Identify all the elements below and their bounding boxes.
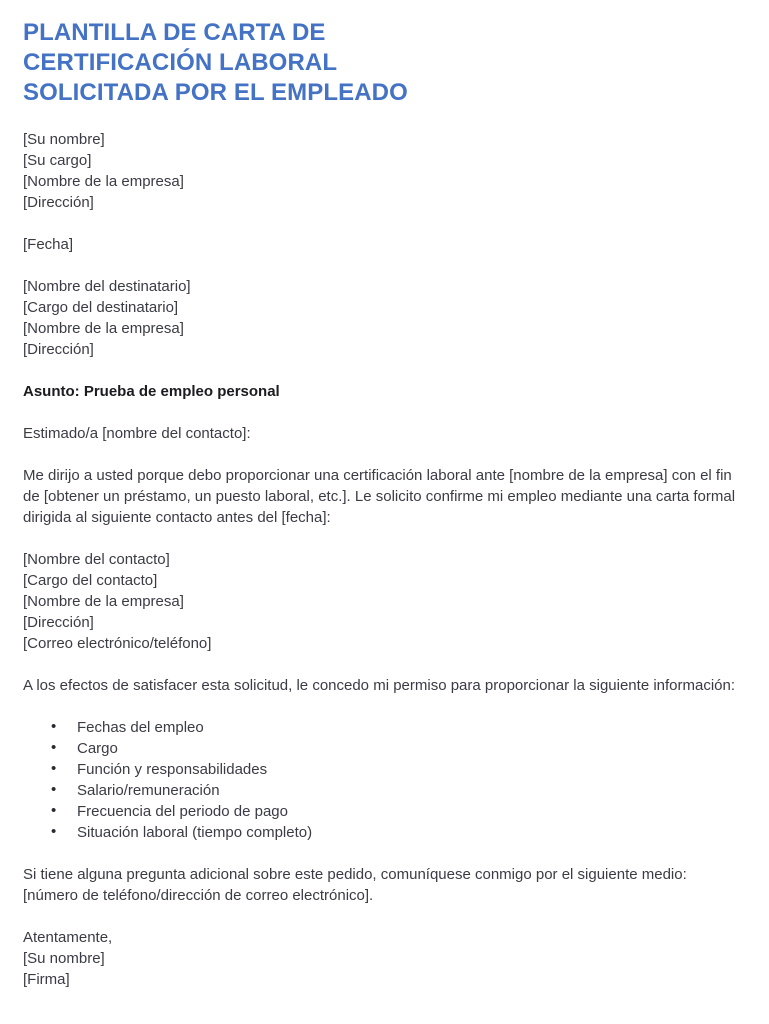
spacer-after-date <box>23 255 745 276</box>
spacer-after-title <box>23 108 745 129</box>
page-title-line-1: PLANTILLA DE CARTA DE <box>23 19 326 46</box>
contact-email-phone: [Correo electrónico/teléfono] <box>23 635 212 652</box>
closing-signature: [Firma] <box>23 971 70 988</box>
page-title-line-2: CERTIFICACIÓN LABORAL <box>23 49 338 76</box>
closing-salutation: Atentamente, <box>23 929 113 946</box>
list-item: • Situación laboral (tiempo completo) <box>23 822 745 843</box>
page-title-line-3: SOLICITADA POR EL EMPLEADO <box>23 79 408 106</box>
page-title <box>23 18 745 108</box>
spacer-after-salutation <box>23 444 745 465</box>
contact-position: [Cargo del contacto] <box>23 572 158 589</box>
list-item: • Cargo <box>23 738 745 759</box>
sender-company: [Nombre de la empresa] <box>23 173 184 190</box>
spacer-after-recipient <box>23 360 745 381</box>
information-list <box>23 717 745 843</box>
sender-address: [Dirección] <box>23 194 94 211</box>
list-item: • Salario/remuneración <box>23 780 745 801</box>
salutation: Estimado/a [nombre del contacto]: <box>23 425 251 442</box>
spacer-after-request <box>23 528 745 549</box>
closing-name: [Su nombre] <box>23 950 105 967</box>
sender-position: [Su cargo] <box>23 152 92 169</box>
subject-line: Asunto: Prueba de empleo personal <box>23 383 280 400</box>
paragraph-permission: A los efectos de satisfacer esta solicitud, le concedo mi permiso para proporcionar la siguiente información: <box>23 677 736 694</box>
contact-details-block <box>23 549 745 654</box>
spacer-after-permission <box>23 696 745 717</box>
list-item: • Frecuencia del periodo de pago <box>23 801 745 822</box>
paragraph-contact: Si tiene alguna pregunta adicional sobre este pedido, comuníquese conmigo por el siguiente medio: [número de teléfono/dirección de correo electrónico]. <box>23 866 687 904</box>
list-item: • Fechas del empleo <box>23 717 745 738</box>
date-line: [Fecha] <box>23 236 74 253</box>
spacer-after-contact-paragraph <box>23 906 745 927</box>
closing-block <box>23 927 745 990</box>
paragraph-request: Me dirijo a usted porque debo proporcionar una certificación laboral ante [nombre de la empresa] con el fin de [obtener un préstamo, un puesto laboral, etc.]. Le solicito confirme mi empleo mediante una carta formal dirigida al siguiente contacto antes del [fecha]: <box>23 467 736 526</box>
recipient-address-block <box>23 276 745 360</box>
recipient-position: [Cargo del destinatario] <box>23 299 179 316</box>
recipient-address: [Dirección] <box>23 341 94 358</box>
recipient-name: [Nombre del destinatario] <box>23 278 191 295</box>
contact-name: [Nombre del contacto] <box>23 551 170 568</box>
date-block <box>23 234 745 255</box>
sender-address-block <box>23 129 745 213</box>
spacer-after-subject <box>23 402 745 423</box>
contact-company: [Nombre de la empresa] <box>23 593 184 610</box>
recipient-company: [Nombre de la empresa] <box>23 320 184 337</box>
spacer-after-contact <box>23 654 745 675</box>
sender-name: [Su nombre] <box>23 131 105 148</box>
list-item: • Función y responsabilidades <box>23 759 745 780</box>
spacer-after-list <box>23 843 745 864</box>
contact-address: [Dirección] <box>23 614 94 631</box>
spacer-after-sender <box>23 213 745 234</box>
